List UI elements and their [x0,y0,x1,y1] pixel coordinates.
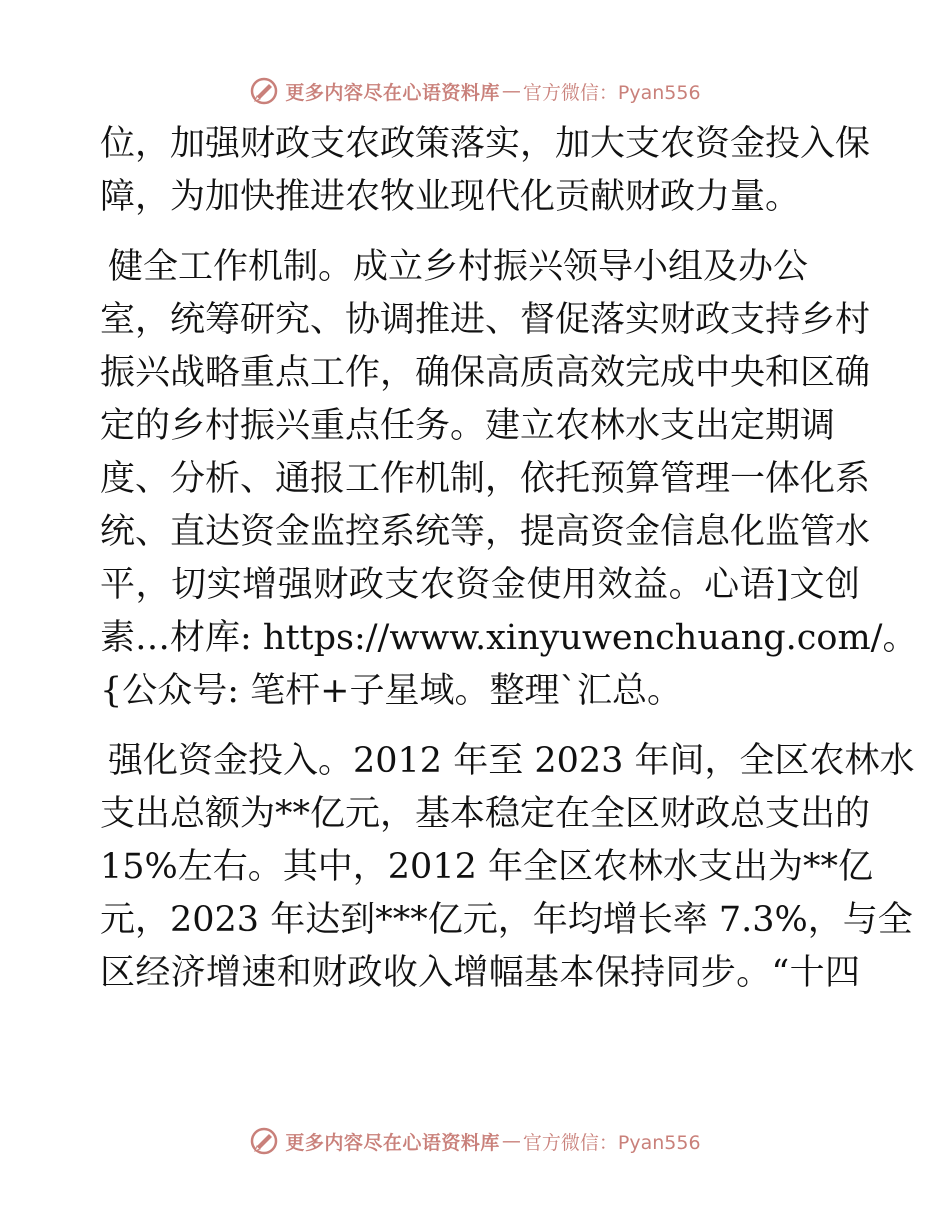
paragraph-2 [100,241,918,718]
watermark-wechat-text: 官方微信：Pyan556 [522,1131,701,1154]
paragraph-line: 度、分析、通报工作机制，依托预算管理一体化系 [100,459,871,499]
pen-logo-icon [249,76,279,106]
paragraph-line: 素…材库: https://www.xinyuwenchuang.com/。 [100,618,918,658]
paragraph-line: 元，2023 年达到***亿元，年均增长率 7.3%，与全 [100,900,913,940]
paragraph-line: {公众号: 笔杆+子星域。整理`汇总。 [100,671,683,711]
paragraph-line: 健全工作机制。成立乡村振兴领导小组及办公 [108,247,809,287]
paragraph-line: 平，切实增强财政支农资金使用效益。心语]文创 [100,565,860,605]
paragraph-line: 支出总额为**亿元，基本稳定在全区财政总支出的 [100,794,871,834]
watermark-main-text: 更多内容尽在心语资料库 [285,81,500,104]
paragraph-line: 位，加强财政支农政策落实，加大支农资金投入保 [100,124,871,164]
watermark-main-text: 更多内容尽在心语资料库 [285,1131,500,1154]
paragraph-line: 15%左右。其中，2012 年全区农林水支出为**亿 [100,847,873,887]
paragraph-3 [100,735,915,1000]
watermark-separator: — [501,1130,521,1152]
pen-logo-icon [249,1126,279,1156]
paragraph-line: 统、直达资金监控系统等，提高资金信息化监管水 [100,512,871,552]
watermark-wechat-text: 官方微信：Pyan556 [522,81,701,104]
document-body [100,118,918,1000]
header-watermark [0,74,950,108]
paragraph-line: 定的乡村振兴重点任务。建立农林水支出定期调 [100,406,836,446]
watermark-separator: — [501,80,521,102]
paragraph-line: 区经济增速和财政收入增幅基本保持同步。“十四 [100,953,860,993]
footer-watermark [0,1124,950,1158]
paragraph-line: 强化资金投入。2012 年至 2023 年间，全区农林水 [108,741,915,781]
paragraph-1 [100,118,871,224]
paragraph-line: 障，为加快推进农牧业现代化贡献财政力量。 [100,177,801,217]
paragraph-line: 室，统筹研究、协调推进、督促落实财政支持乡村 [100,300,871,340]
paragraph-line: 振兴战略重点工作，确保高质高效完成中央和区确 [100,353,871,393]
